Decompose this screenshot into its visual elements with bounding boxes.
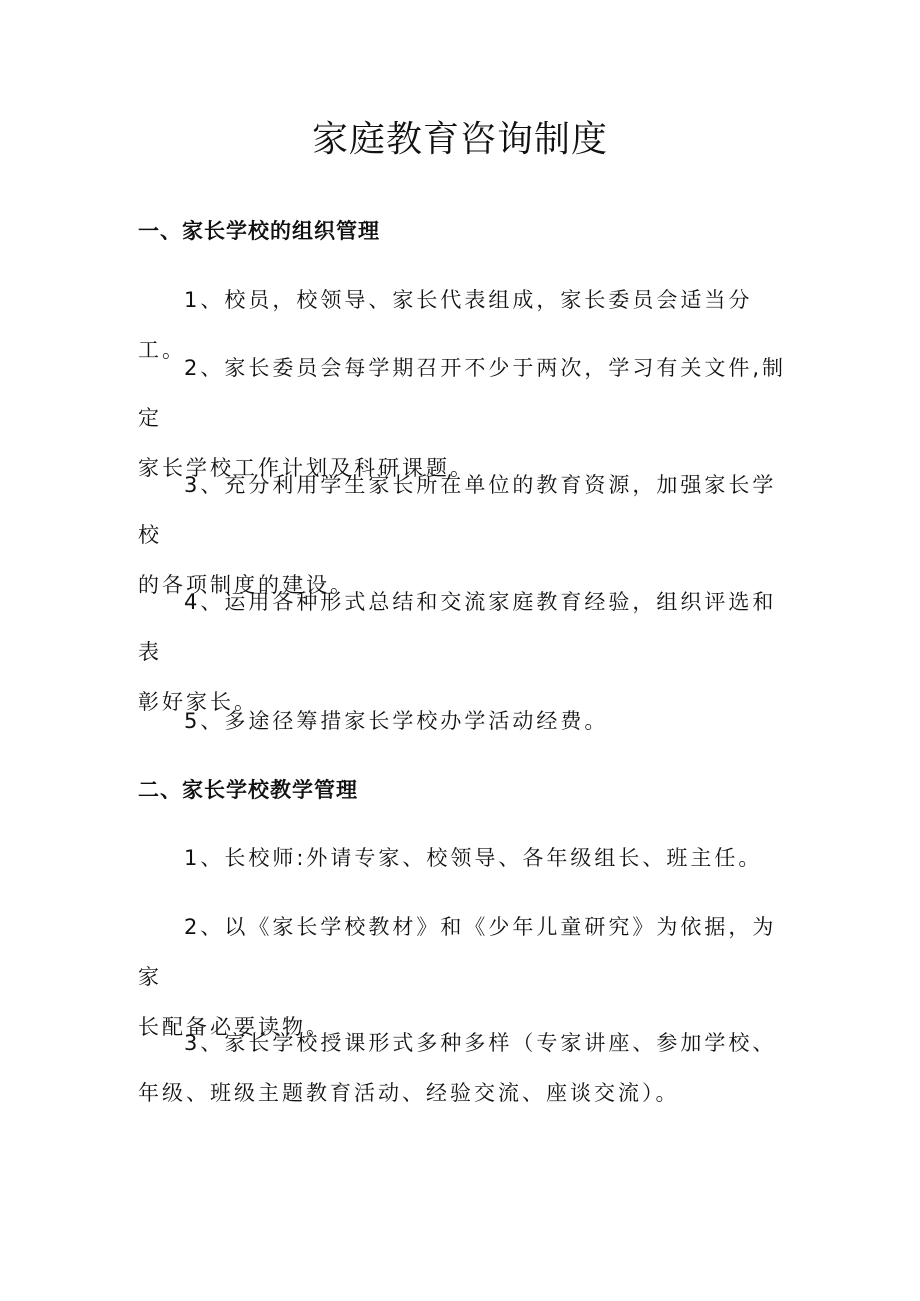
paragraph-line: 家长学校工作计划及科研课题。: [138, 456, 474, 480]
paragraph-line: 年级、班级主题教育活动、经验交流、座谈交流）。: [138, 1081, 680, 1105]
paragraph-line: 1、长校师:外请专家、校领导、各年级组长、班主任。: [184, 846, 763, 870]
paragraph-line: 彰好家长。: [138, 690, 258, 714]
paragraph-line: 长配备必要读物。: [138, 1015, 330, 1039]
list-item: [138, 833, 798, 883]
paragraph-line: 3、家长学校授课形式多种多样（专家讲座、参加学校、: [184, 1031, 777, 1055]
paragraph-line: 3、充分利用学生家长所在单位的教育资源，加强家长学校: [138, 473, 777, 547]
paragraph-line: 2、以《家长学校教材》和《少年儿童研究》为依据，为家: [138, 915, 777, 989]
list-item: [138, 696, 798, 746]
paragraph-line: 的各项制度的建设。: [138, 573, 354, 597]
paragraph-line: 2、家长委员会每学期召开不少于两次，学习有关文件,制定: [138, 356, 787, 430]
list-item: [138, 1018, 798, 1118]
document-title: 家庭教育咨询制度: [311, 119, 608, 160]
paragraph-line: 4、运用各种形式总结和交流家庭教育经验，组织评选和表: [138, 590, 777, 664]
paragraph-line: 5、多途径筹措家长学校办学活动经费。: [184, 709, 609, 733]
section-heading-organization: 一、家长学校的组织管理: [138, 219, 380, 243]
section-heading-teaching: 二、家长学校教学管理: [138, 778, 358, 802]
paragraph-line: 1、校员，校领导、家长代表组成，家长委员会适当分工。: [138, 288, 753, 362]
